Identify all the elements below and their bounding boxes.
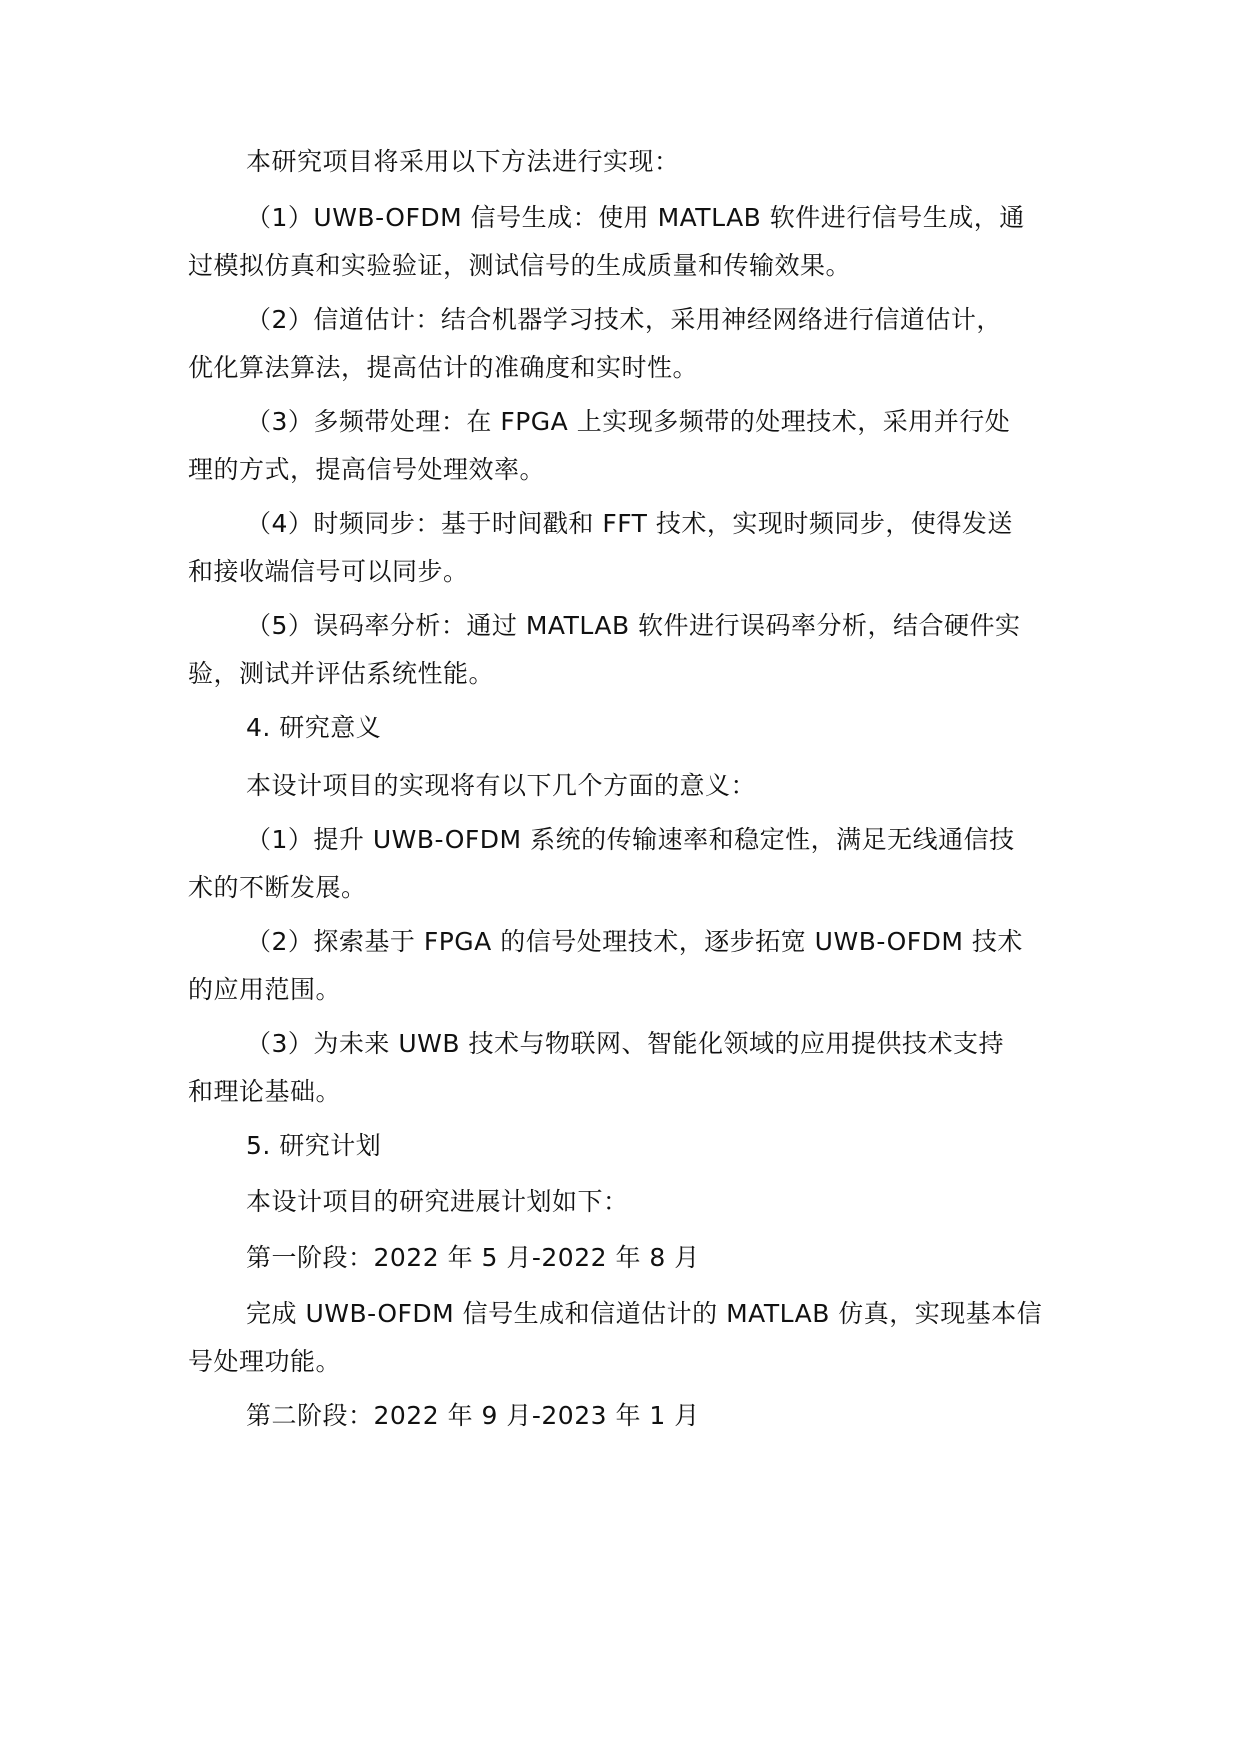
paragraph-line: 本研究项目将采用以下方法进行实现： xyxy=(246,147,680,176)
paragraph-line: 号处理功能。 xyxy=(188,1347,342,1376)
paragraph-significance-3 xyxy=(188,1020,1058,1116)
paragraph-line: （2）探索基于 FPGA 的信号处理技术，逐步拓宽 UWB-OFDM 技术 xyxy=(246,927,1023,956)
paragraph-stage-1-detail xyxy=(188,1290,1058,1386)
paragraph-significance-intro xyxy=(188,762,1058,810)
paragraph-line: 和接收端信号可以同步。 xyxy=(188,557,469,586)
paragraph-line: 第二阶段：2022 年 9 月-2023 年 1 月 xyxy=(246,1401,700,1430)
paragraph-significance-2 xyxy=(188,918,1058,1014)
paragraph-line: （3）为未来 UWB 技术与物联网、智能化领域的应用提供技术支持 xyxy=(246,1029,1004,1058)
paragraph-line: （4）时频同步：基于时间戳和 FFT 技术，实现时频同步，使得发送 xyxy=(246,509,1013,538)
section-heading: 4. 研究意义 xyxy=(246,713,382,742)
paragraph-stage-1 xyxy=(188,1234,1058,1282)
section-heading: 5. 研究计划 xyxy=(246,1131,382,1160)
paragraph-line: 验，测试并评估系统性能。 xyxy=(188,659,495,688)
paragraph-method-4 xyxy=(188,500,1058,596)
paragraph-line: （3）多频带处理：在 FPGA 上实现多频带的处理技术，采用并行处 xyxy=(246,407,1011,436)
paragraph-method-3 xyxy=(188,398,1058,494)
section-heading-plan xyxy=(188,1122,1058,1170)
paragraph-line: 的应用范围。 xyxy=(188,975,342,1004)
paragraph-line: （1）UWB-OFDM 信号生成：使用 MATLAB 软件进行信号生成，通 xyxy=(246,203,1025,232)
paragraph-line: 和理论基础。 xyxy=(188,1077,342,1106)
paragraph-line: 术的不断发展。 xyxy=(188,873,367,902)
paragraph-significance-1 xyxy=(188,816,1058,912)
paragraph-line: 完成 UWB-OFDM 信号生成和信道估计的 MATLAB 仿真，实现基本信 xyxy=(246,1299,1043,1328)
paragraph-line: 理的方式，提高信号处理效率。 xyxy=(188,455,546,484)
paragraph-line: 本设计项目的研究进展计划如下： xyxy=(246,1187,629,1216)
paragraph-method-1 xyxy=(188,194,1058,290)
section-heading-significance xyxy=(188,704,1058,752)
paragraph-line: 过模拟仿真和实验验证，测试信号的生成质量和传输效果。 xyxy=(188,251,852,280)
paragraph-line: （1）提升 UWB-OFDM 系统的传输速率和稳定性，满足无线通信技 xyxy=(246,825,1015,854)
paragraph-stage-2 xyxy=(188,1392,1058,1440)
paragraph-line: 优化算法算法，提高估计的准确度和实时性。 xyxy=(188,353,699,382)
paragraph-intro xyxy=(188,138,1058,186)
paragraph-line: （5）误码率分析：通过 MATLAB 软件进行误码率分析，结合硬件实 xyxy=(246,611,1021,640)
paragraph-method-2 xyxy=(188,296,1058,392)
paragraph-line: （2）信道估计：结合机器学习技术，采用神经网络进行信道估计， xyxy=(246,305,1002,334)
paragraph-plan-intro xyxy=(188,1178,1058,1226)
paragraph-line: 第一阶段：2022 年 5 月-2022 年 8 月 xyxy=(246,1243,700,1272)
paragraph-line: 本设计项目的实现将有以下几个方面的意义： xyxy=(246,771,757,800)
paragraph-method-5 xyxy=(188,602,1058,698)
